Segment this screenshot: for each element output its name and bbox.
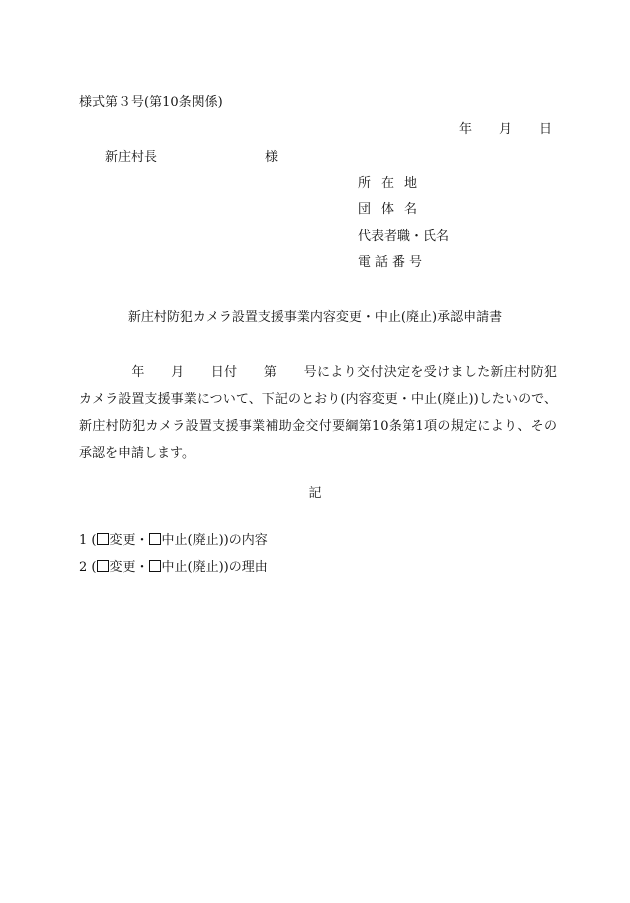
body-paragraph [79,359,557,467]
applicant-phone-label: 電話番号 [358,255,427,270]
addressee: 新庄村長 [105,150,158,165]
list-item [79,533,268,547]
applicant-organization-label: 団体名 [358,202,428,217]
body-number-prefix: 第 [263,365,278,380]
list-item [79,560,268,574]
body-year-label: 年 [131,365,145,380]
item-number: 2 [79,560,88,575]
date-month-label: 月 [499,122,513,137]
form-number: 様式第３号(第10条関係) [79,95,223,110]
applicant-address-label: 所在地 [358,176,428,191]
item-stop-label: 中止(廃止))の理由 [161,560,268,575]
item-open-paren: ( [91,533,97,548]
applicant-representative-label: 代表者職・氏名 [358,229,450,244]
body-date-suffix: 日付 [210,365,238,380]
item-change-label: 変更・ [109,560,149,575]
checkbox-change[interactable] [97,560,109,572]
item-stop-label: 中止(廃止))の内容 [161,533,268,548]
body-month-label: 月 [170,365,185,380]
item-open-paren: ( [91,560,97,575]
checkbox-stop[interactable] [149,533,161,545]
ki-heading: 記 [308,486,322,501]
date-day-label: 日 [539,122,553,137]
checkbox-change[interactable] [97,533,109,545]
date-year-label: 年 [459,122,473,137]
item-change-label: 変更・ [109,533,149,548]
honorific: 様 [265,150,279,165]
checkbox-stop[interactable] [149,560,161,572]
item-number: 1 [79,533,88,548]
body-text: 号により交付決定を受けました新庄村防犯カメラ設置支援事業について、下記のとおり(内容変更・中止(廃止))したいので、新庄村防犯カメラ設置支援事業補助金交付要綱第10条第1項の規定により、その承認を申請します。 [79,365,557,461]
document-title: 新庄村防犯カメラ設置支援事業内容変更・中止(廃止)承認申請書 [127,310,503,325]
